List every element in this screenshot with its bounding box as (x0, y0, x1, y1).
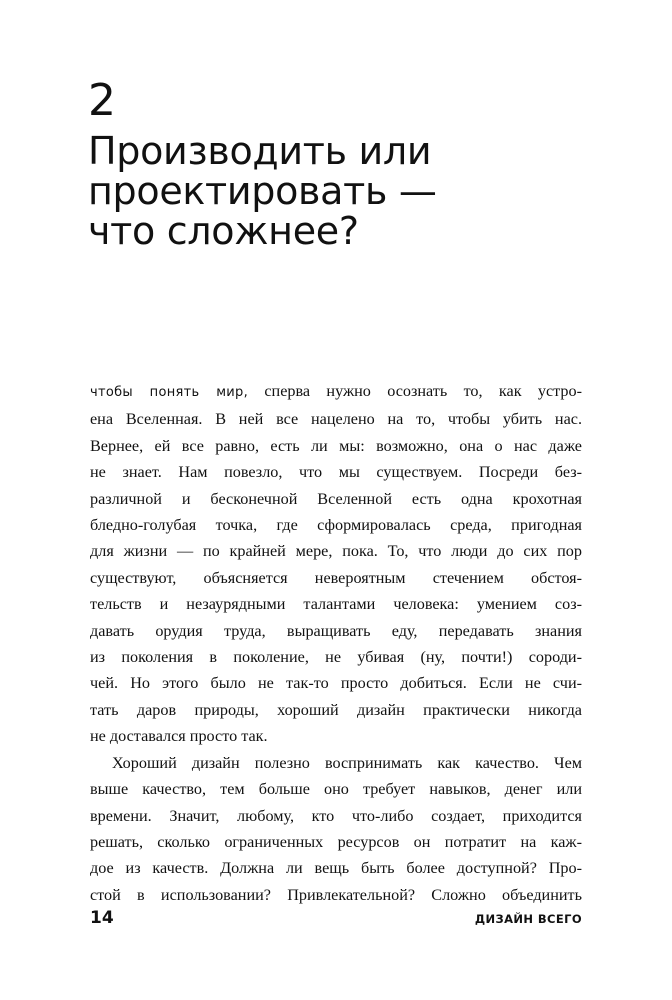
text-line: Хороший дизайн полезно воспринимать как качество. Чем (112, 753, 582, 772)
text-line: тать даров природы, хороший дизайн практически никогда (90, 700, 582, 719)
text-line: различной и бесконечной Вселенной есть одна крохотная (90, 489, 582, 508)
text-line: времени. Значит, любому, кто что-либо создает, приходится (90, 806, 582, 825)
lead-in: чтобы понять мир, (90, 385, 249, 400)
text-line: бледно-голубая точка, где сформировалась среда, пригодная (90, 516, 582, 535)
text-line: из поколения в поколение, не убивая (ну, почти!) сороди- (90, 648, 582, 667)
chapter-title-line: проектировать — (88, 169, 437, 213)
chapter-title-line: что сложнее? (88, 209, 359, 253)
text-line: чей. Но этого было не так-то просто добиться. Если не счи- (90, 674, 582, 693)
text-line (90, 378, 582, 406)
text-line: решать, сколько ограниченных ресурсов он потратит на каж- (90, 832, 582, 851)
page-number: 14 (90, 908, 114, 928)
text-line: давать орудия труда, выращивать еду, передавать знания (90, 621, 582, 640)
text-line: стой в использовании? Привлекательной? Сложно объединить (90, 885, 582, 904)
text-line: Вернее, ей все равно, есть ли мы: возможно, она о нас даже (90, 436, 582, 455)
chapter-title-line: Производить или (88, 129, 432, 173)
body-text (90, 378, 582, 908)
text-line: не знает. Нам повезло, что мы существуем. Посреди без- (90, 463, 582, 482)
text-line: выше качество, тем больше оно требует навыков, денег или (90, 780, 582, 799)
text-line-rest: сперва нужно осознать то, как устро- (248, 382, 582, 400)
chapter-number: 2 (88, 75, 116, 126)
text-line: ена Вселенная. В ней все нацелено на то, чтобы убить нас. (90, 410, 582, 429)
running-title: ДИЗАЙН ВСЕГО (474, 912, 582, 926)
text-line: дое из качеств. Должна ли вещь быть более доступной? Про- (90, 859, 582, 878)
text-line: для жизни — по крайней мере, пока. То, что люди до сих пор (90, 542, 582, 561)
text-line: не доставался просто так. (90, 727, 268, 746)
text-line: тельств и незаурядными талантами человека: умением соз- (90, 595, 582, 614)
chapter-title (88, 131, 608, 251)
text-line: существуют, объясняется невероятным стечением обстоя- (90, 568, 582, 587)
